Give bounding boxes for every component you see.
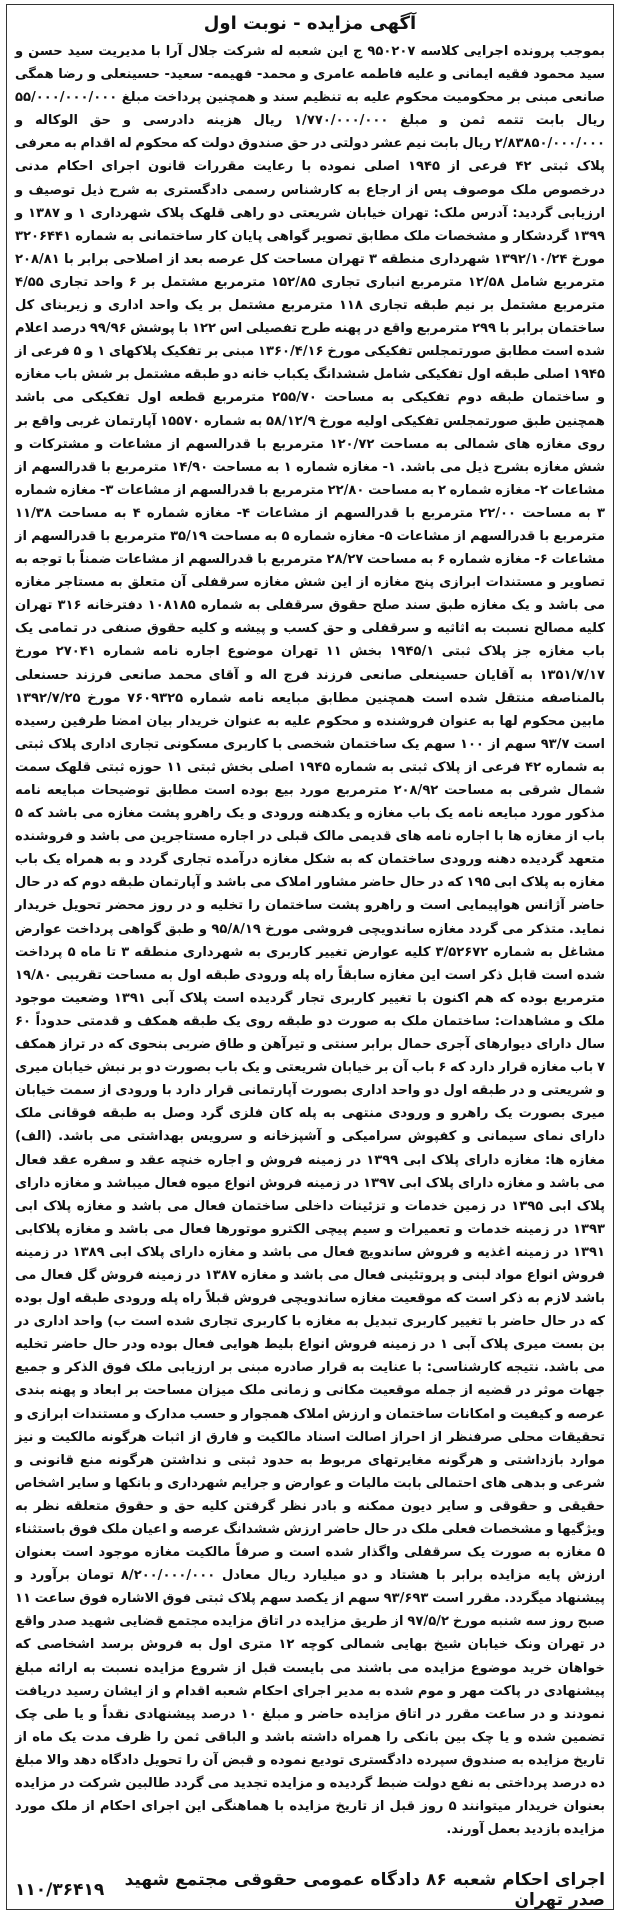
notice-number: ۱۱۰/۳۶۴۱۹ [15,1880,105,1900]
issuer-signature: اجرای احکام شعبه ۸۶ دادگاه عمومی حقوقی مجتمع شهید صدر تهران [124,1870,605,1910]
notice-body: بموجب پرونده اجرایی کلاسه ۹۵۰۲۰۷ ج این شعبه له شرکت جلال آرا با مدیریت سید حسن و سید محمود فقیه ایمانی و علیه فاطمه عامری و محمد- فهیمه- سعید- حسینعلی و رضا همگی صانعی مبنی بر محکومیت محکوم علیه به تنظیم سند و همچنین پرداخت مبلغ ۵۵/۰۰۰/۰۰۰/۰۰۰ ریال بابت تتمه ثمن و مبلغ ۱/۷۷۰/۰۰۰/۰۰۰ ریال هزینه دادرسی و حق الوکاله و ۲/۸۳۸۵۰/۰۰۰/۰۰۰ ریال بابت نیم عشر دولتی در حق صندوق دولت که محکوم له اقدام به معرفی پلاک ثبتی ۴۲ فرعی از ۱۹۴۵ اصلی نموده با رعایت مقررات قانون اجرای احکام مدنی درخصوص ملک موصوف پس از ارجاع به کارشناس رسمی دادگستری به شرح ذیل توصیف و ارزیابی گردید: آدرس ملک: تهران خیابان شریعتی دو راهی قلهک پلاک شهرداری ۱ و ۱۳۸۷ و ۱۳۹۹ گردشکار و مشخصات ملک مطابق تصویر گواهی پایان کار ساختمانی به شماره ۳۲۰۶۴۴۱ مورخ ۱۳۹۲/۱۰/۲۴ شهرداری منطقه ۳ تهران مساحت کل عرصه بعد از اصلاحی برابر با ۲۰۸/۸۱ مترمربع شامل ۱۲/۵۸ مترمربع انباری تجاری ۱۵۲/۸۵ مترمربع مشتمل بر ۶ واحد تجاری ۴/۵۵ مترمربع مشتمل بر نیم طبقه تجاری ۱۱۸ مترمربع مشتمل بر یک واحد اداری و زیربنای کل ساختمان برابر با ۲۹۹ مترمربع واقع در پهنه طرح تفصیلی اس ۱۲۲ با پوشش ۹۹/۹۶ درصد اعلام شده است مطابق صورتمجلس تفکیکی مورخ ۱۳۶۰/۴/۱۶ مبنی بر تفکیک پلاکهای ۱ و ۵ فرعی از ۱۹۴۵ اصلی طبقه اول تفکیکی شامل ششدانگ یکباب خانه دو طبقه مشتمل بر شش باب مغازه و ساختمان طبقه دوم تفکیکی به مساحت ۲۵۵/۷۰ مترمربع قطعه اول تفکیکی می باشد همچنین طبق صورتمجلس تفکیکی اولیه مورخ ۵۸/۱۲/۹ به شماره ۱۵۵۷۰ آپارتمان غربی واقع بر روی مغازه های شمالی به مساحت ۱۲۰/۷۲ مترمربع با قدرالسهم از مشاعات و مشترکات و شش مغازه بشرح ذیل می باشد. ۱- مغازه شماره ۱ به مساحت ۱۴/۹۰ مترمربع با قدرالسهم از مشاعات ۲- مغازه شماره ۲ به مساحت ۲۲/۸۰ مترمربع با قدرالسهم از مشاعات ۳- مغازه شماره ۳ به مساحت ۲۲/۰۰ مترمربع با قدرالسهم از مشاعات ۴- مغازه شماره ۴ به مساحت ۱۱/۳۸ مترمربع با قدرالسهم از مشاعات ۵- مغازه شماره ۵ به مساحت ۳۵/۱۹ مترمربع با قدرالسهم از مشاعات ۶- مغازه شماره ۶ به مساحت ۲۸/۲۷ مترمربع با قدرالسهم از مشاعات ضمناً با توجه به تصاویر و مستندات ابرازی پنج مغازه از این شش مغازه سرقفلی آن متعلق به مستاجر مغازه می باشد و یک مغازه طبق سند صلح حقوق سرقفلی به شماره ۱۰۸۱۸۵ دفترخانه ۳۱۶ تهران کلیه مصالح نسبت به اثاثیه و سرقفلی و حق کسب و پیشه و کلیه حقوق صنفی در تمامی یک باب مغازه جز پلاک ثبتی ۱۹۴۵/۱ بخش ۱۱ تهران موضوع اجاره نامه شماره ۲۷۰۴۱ مورخ ۱۳۵۱/۷/۱۷ به آقایان حسینعلی صانعی فرزند فرج اله و آقای محمد صانعی فرزند حسنعلی بالمناصفه منتقل شده است همچنین مطابق مبایعه نامه شماره ۷۶۰۹۳۲۵ مورخ ۱۳۹۲/۷/۲۵ مابین محکوم لها به عنوان فروشنده و محکوم علیه به عنوان خریدار بیان امضا طرفین رسیده است ۹۳/۷ سهم از ۱۰۰ سهم یک ساختمان شخصی با کاربری مسکونی تجاری اداری پلاک ثبتی به شماره ۴۲ فرعی از پلاک ثبتی به شماره ۱۹۴۵ اصلی بخش ثبتی ۱۱ حوزه ثبتی قلهک سمت شمال شرقی به مساحت ۲۰۸/۹۲ مترمربع مورد بیع بوده است مطابق توضیحات مبایعه نامه مذکور مورد مبایعه نامه یک باب مغازه و یکدهنه ورودی و یک راهرو پشت مغازه می باشد که ۵ باب از مغازه ها با اجاره نامه های قدیمی مالک قبلی در اجاره مستاجرین می باشد و فروشنده متعهد گردیده دهنه ورودی ساختمان که به شکل مغازه درآمده تجاری گردد و به همراه یک باب مغازه به پلاک ابی ۱۹۵ که در حال حاضر مشاور املاک می باشد و آپارتمان طبقه دوم که در حال حاضر آژانس هواپیمایی است و راهرو پشت ساختمان را تخلیه و در روز محضر تحویل خریدار نماید. متذکر می گردد مغازه ساندویچی فروشی مورخ ۹۵/۸/۱۹ و طبق گواهی پرداخت عوارض مشاغل به شماره ۳/۵۲۶۷۲ کلیه عوارض تغییر کاربری به شهرداری منطقه ۳ تا ماه ۵ پرداخت شده است قابل ذکر است این مغازه سابقاً راه پله ورودی طبقه اول به مساحت تقریبی ۱۹/۸۰ مترمربع بوده که هم اکنون با تغییر کاربری تجار گردیده است پلاک آبی ۱۳۹۱ وضعیت موجود ملک و مشاهدات: ساختمان ملک به صورت دو طبقه روی یک طبقه همکف و قدمتی حدوداً ۶۰ سال دارای دیوارهای آجری حمال برابر سنتی و تیرآهن و طاق ضربی بنحوی که در تراز همکف ۷ باب مغازه قرار دارد که ۶ باب آن بر خیابان شریعتی و یک باب بصورت دو بر نبش خیابان میری و شریعتی و در طبقه اول دو واحد اداری بصورت آپارتمانی قرار دارد با ورودی از سمت خیابان میری بصورت یک راهرو و ورودی منتهی به پله کان فلزی گرد وصل به طبقه فوقانی ملک دارای نمای سیمانی و کفپوش سرامیکی و آشپزخانه و سرویس بهداشتی می باشد. (الف) مغازه ها: مغازه دارای پلاک ابی ۱۳۹۹ در زمینه فروش و اجاره خنچه عقد و سفره عقد فعال می باشد و مغازه دارای پلاک ابی ۱۳۹۷ در زمینه فروش انواع میوه فعال میباشد و مغازه دارای پلاک ابی ۱۳۹۵ در زمین خدمات و تزئینات داخلی ساختمان فعال می باشد و مغازه پلاک ابی ۱۳۹۳ در زمینه خدمات و تعمیرات و سیم پیچی الکترو موتورها فعال می باشد و مغازه پلاکابی ۱۳۹۱ در زمینه اغذیه و فروش ساندویچ فعال می باشد و مغازه دارای پلاک ابی ۱۳۸۹ در زمینه فروش انواع مواد لبنی و پروتئینی فعال می باشد و مغازه ۱۳۸۷ در زمینه فروش گل فعال می باشد لازم به ذکر است که موقعیت مغازه ساندویچی فروش قبلاً راه پله ورودی طبقه اول بوده که در حال حاضر با تغییر کاربری تبدیل به مغازه با کاربری تجاری شده است ب) واحد اداری در بن بست میری پلاک آبی ۱ در زمینه فروش انواع بلیط هوایی فعال بوده ودر حال حاضر تخلیه می باشد. نتیجه کارشناسی: با عنایت به قرار صادره مبنی بر ارزیابی ملک فوق الذکر و جمیع جهات موثر در قضیه از جمله موقعیت مکانی و زمانی ملک میزان مساحت بر ابعاد و پهنه بندی عرصه و کیفیت و امکانات ساختمان و ارزش املاک همجوار و حسب مدارک و مستندات ابرازی و تحقیقات محلی صرفنظر از احراز اصالت اسناد مالکیت و فارق از اثبات هرگونه مالکیت و نیز موارد بازداشتی و هرگونه مغایرتهای مربوط به حدود ثبتی و نداشتن هرگونه منع قانونی و شرعی و بدهی های احتمالی بابت مالیات و عوارض و جرایم شهرداری و بانکها و سایر اشخاص حقیقی و حقوقی و سایر دیون ممکنه و بادر نظر گرفتن کلیه حق و حقوق متعلقه نظر به ویژگیها و مشخصات فعلی ملک در حال حاضر ارزش ششدانگ عرصه و اعیان ملک فوق باستثناء ۵ مغازه به صورت یک سرقفلی واگذار شده است و صرفاً مالکیت مغازه موجود است بعنوان ارزش پایه مزایده برابر با هشتاد و دو میلیارد ریال معادل ۸/۲۰۰/۰۰۰/۰۰۰ تومان برآورد و پیشنهاد میگردد. مقرر است ۹۳/۶۹۳ سهم از یکصد سهم پلاک ثبتی فوق الاشاره فوق ساعت ۱۱ صبح روز سه شنبه مورخ ۹۷/۵/۲ از طریق مزایده در اتاق مزایده مجتمع قضایی شهید صدر واقع در تهران ونک خیابان شیخ بهایی شمالی کوچه ۱۲ متری اول به فروش برسد اشخاصی که خواهان خرید موضوع مزایده می باشند می بایست قبل از شروع مزایده نسبت به ارائه مبلغ پیشنهادی در پاکت مهر و موم شده به مدیر اجرای احکام شعبه اقدام و از ایشان رسید دریافت نمودند و در ساعت مقرر در اتاق مزایده حاضر و مبلغ ۱۰ درصد پیشنهادی نقداً و یا طی چک تضمین شده و یا چک بین بانکی را همراه داشته باشد و الباقی ثمن را ظرف مدت یک ماه از تاریخ مزایده به صندوق سپرده دادگستری تودیع نموده و قبض آن را تحویل دادگاه دهد والا مبلغ ده درصد پرداختی به نفع دولت ضبط گردیده و مزایده تجدید می گردد طالبین شرکت در مزایده بعنوان خریدار میتوانند ۵ روز قبل از تاریخ مزایده با هماهنگی این اجرای احکام از ملک مورد مزایده بازدید بعمل آورند. [15,44,606,1838]
notice-frame [6,4,614,1910]
notice-footer [15,1870,605,1910]
notice-title: آگهی مزایده - نوبت اول [203,13,417,34]
